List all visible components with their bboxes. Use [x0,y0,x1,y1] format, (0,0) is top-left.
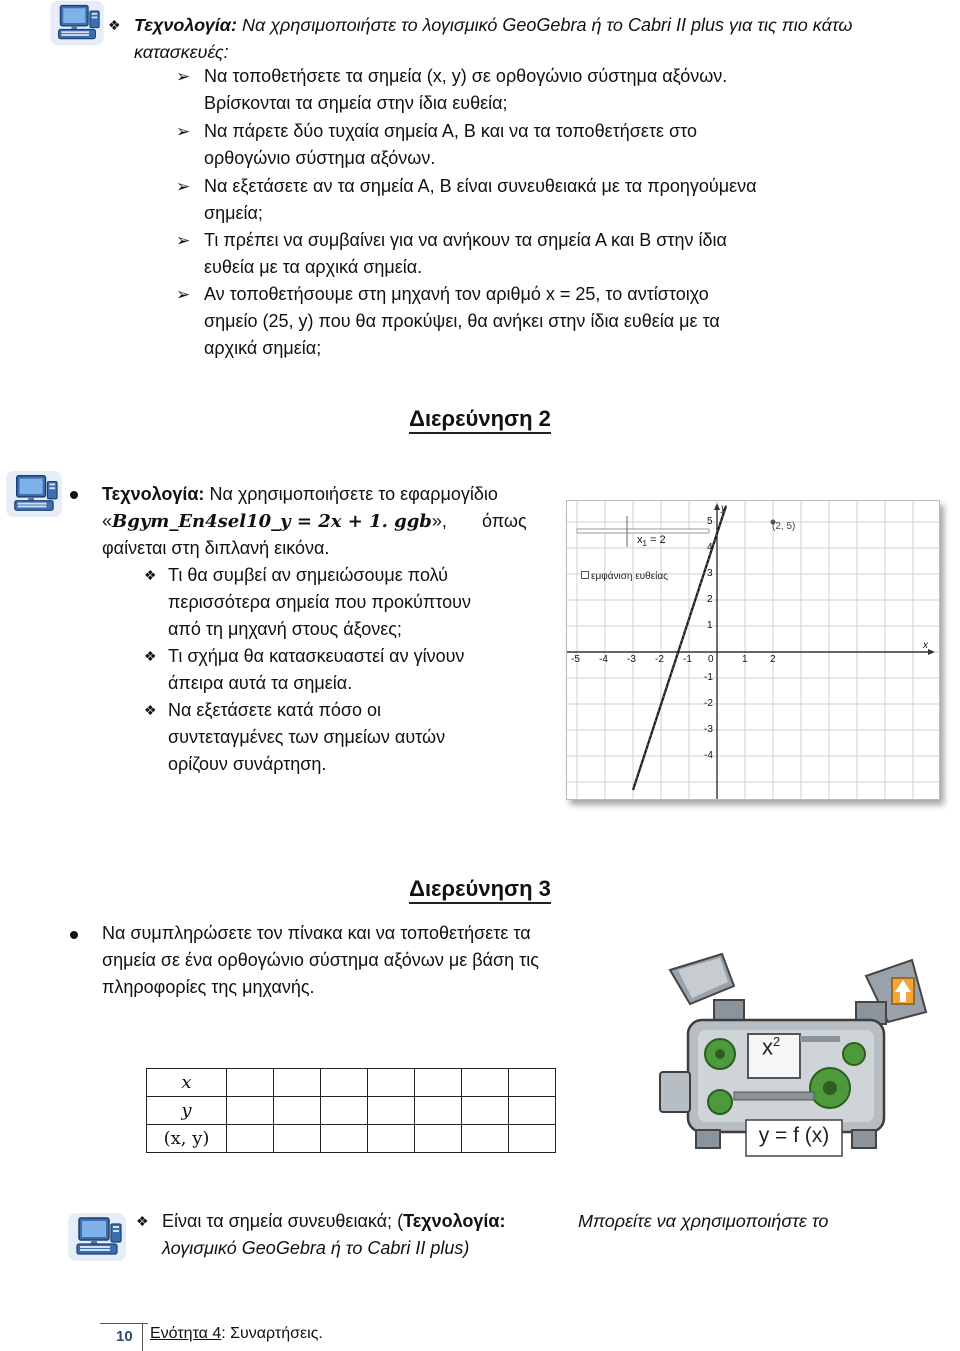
list-item-line: Αν τοποθετήσουμε στη μηχανή τον αριθμό x = 25, το αντίστοιχο [204,284,709,304]
diamond-bullet-icon: ❖ [108,17,121,33]
tech-intro [134,12,904,66]
table-cell[interactable] [274,1097,321,1125]
diamond-bullet-icon: ❖ [144,567,157,583]
x-tick-label: -4 [599,654,608,665]
table-cell[interactable] [415,1069,462,1097]
x-tick-label: -3 [627,654,636,665]
tech-suggestion: Μπορείτε να χρησιμοποιήστε το [578,1211,829,1231]
x-tick-label: -5 [571,654,580,665]
list-item-line: σημεία; [204,203,263,223]
point-label: (2, 5) [772,521,796,532]
x-tick-label: 0 [708,654,714,665]
table-cell[interactable] [227,1069,274,1097]
y-tick-label: -2 [704,698,713,709]
diamond-bullet-icon: ❖ [136,1213,149,1229]
footer-title: Ενότητα 4: Συναρτήσεις. [150,1325,323,1342]
list-item-line: Τι πρέπει να συμβαίνει για να ανήκουν τα σημεία Α και Β στην ίδια [204,230,727,250]
list-item-line: ευθεία με τα αρχικά σημεία. [204,257,423,277]
computer-icon [4,470,64,518]
y-tick-label: 2 [707,594,713,605]
tech-text: Να χρησιμοποιήστε το λογισμικό GeoGebra ή το Cabri II plus για τις πιο κάτω κατασκευές: [134,15,853,62]
table-cell[interactable] [509,1125,556,1153]
function-machine-illustration [630,942,930,1172]
list-item-line: σημείο (25, y) που θα προκύψει, θα ανήκει στην ίδια ευθεία με τα [204,311,720,331]
value-table [146,1068,556,1153]
list-item [204,63,864,117]
list-item-line: Να εξετάσετε αν τα σημεία Α, Β είναι συνευθειακά με τα προηγούμενα [204,176,757,196]
computer-icon [48,0,106,46]
arrow-bullet-icon: ➢ [176,285,191,304]
diamond-bullet-icon: ❖ [144,702,157,718]
table-cell[interactable] [321,1097,368,1125]
table-row-label: y [147,1097,227,1125]
table-cell[interactable] [509,1069,556,1097]
table-row [147,1097,556,1125]
table-row-label: (x, y) [147,1125,227,1153]
y-tick-label: 4 [707,542,713,553]
table-row [147,1125,556,1153]
table-cell[interactable] [462,1125,509,1153]
list-item [204,281,864,362]
question-item: Τι θα συμβεί αν σημειώσουμε πολύ περισσότερα σημεία που προκύπτουν από τη μηχανή στους άξονες; [168,565,472,639]
question-item: Τι σχήμα θα κατασκευαστεί αν γίνουν άπειρα αυτά τα σημεία. [168,646,465,693]
section3-text: Να συμπληρώσετε τον πίνακα και να τοποθετήσετε τα σημεία σε ένα ορθογώνιο σύστημα αξόνων με βάση τις πληροφορίες της μηχανής. [102,923,539,997]
y-axis-label: y [721,503,726,514]
table-row [147,1069,556,1097]
section-heading-2: Διερεύνηση 2 [0,406,960,432]
x-tick-label: -1 [683,654,692,665]
bullet-dot-icon [70,931,78,939]
tech-label: Τεχνολογία: [102,484,205,504]
y-tick-label: -1 [704,672,713,683]
footer-divider [142,1323,143,1351]
table-cell[interactable] [462,1069,509,1097]
x-tick-label: 2 [770,654,776,665]
section-heading-3: Διερεύνηση 3 [0,876,960,902]
tech-text: Να χρησιμοποιήσετε το εφαρμογίδιο [209,484,498,504]
caption: φαίνεται στη διπλανή εικόνα. [102,538,330,558]
x-tick-label: -2 [655,654,664,665]
x-axis-label: x [923,640,928,651]
list-item-line: Να πάρετε δύο τυχαία σημεία Α, Β και να τα τοποθετήσετε στο [204,121,697,141]
geogebra-graph [567,501,939,799]
table-cell[interactable] [368,1125,415,1153]
collinear-question: Είναι τα σημεία συνευθειακά; (Τεχνολογία: [162,1211,506,1231]
y-tick-label: -4 [704,750,713,761]
table-cell[interactable] [462,1097,509,1125]
file-name: Bgym_En4sel10_y = 2x + 1. ggb [112,511,432,532]
bullet-dot-icon [70,491,78,499]
table-cell[interactable] [509,1097,556,1125]
table-cell[interactable] [368,1097,415,1125]
arrow-bullet-icon: ➢ [176,67,191,86]
machine-input-label: $x^2$ [762,1034,781,1060]
table-row-label: x [147,1069,227,1097]
tech-suggestion-line2: λογισμικό GeoGebra ή το Cabri II plus) [162,1238,470,1258]
table-cell[interactable] [415,1097,462,1125]
geogebra-screenshot [566,500,940,800]
y-tick-label: 3 [707,568,713,579]
arrow-bullet-icon: ➢ [176,122,191,141]
y-tick-label: 5 [707,516,713,527]
table-cell[interactable] [227,1125,274,1153]
table-cell[interactable] [368,1069,415,1097]
y-tick-label: -3 [704,724,713,735]
list-item [204,173,864,227]
opos-word: όπως [482,511,527,531]
footer-rule [100,1323,148,1324]
table-cell[interactable] [274,1069,321,1097]
x-tick-label: 1 [742,654,748,665]
table-cell[interactable] [227,1097,274,1125]
slider-label[interactable]: $x_1 = 2$ [637,534,666,549]
list-item-line: αρχικά σημεία; [204,338,322,358]
page-number: 10 [116,1328,133,1345]
list-item [204,118,864,172]
computer-icon [66,1212,128,1262]
checkbox-icon[interactable] [581,571,589,579]
list-item [204,227,864,281]
table-cell[interactable] [321,1125,368,1153]
list-item-line: Να τοποθετήσετε τα σημεία (x, y) σε ορθογώνιο σύστημα αξόνων. [204,66,728,86]
diamond-bullet-icon: ❖ [144,648,157,664]
tech-label: Τεχνολογία: [134,15,237,35]
table-cell[interactable] [321,1069,368,1097]
table-cell[interactable] [415,1125,462,1153]
list-item-line: Βρίσκονται τα σημεία στην ίδια ευθεία; [204,93,508,113]
question-item: Να εξετάσετε κατά πόσο οι συντεταγμένες των σημείων αυτών ορίζουν συνάρτηση. [168,700,446,774]
y-tick-label: 1 [707,620,713,631]
file-name-line: «Bgym_En4sel10_y = 2x + 1. ggb», [102,511,447,532]
machine-output-label: y = f (x) [758,1124,830,1147]
tech-intro-2 [102,481,530,508]
list-item-line: ορθογώνιο σύστημα αξόνων. [204,148,436,168]
show-line-checkbox[interactable]: εμφάνιση ευθείας [581,571,668,582]
arrow-bullet-icon: ➢ [176,177,191,196]
table-cell[interactable] [274,1125,321,1153]
arrow-bullet-icon: ➢ [176,231,191,250]
